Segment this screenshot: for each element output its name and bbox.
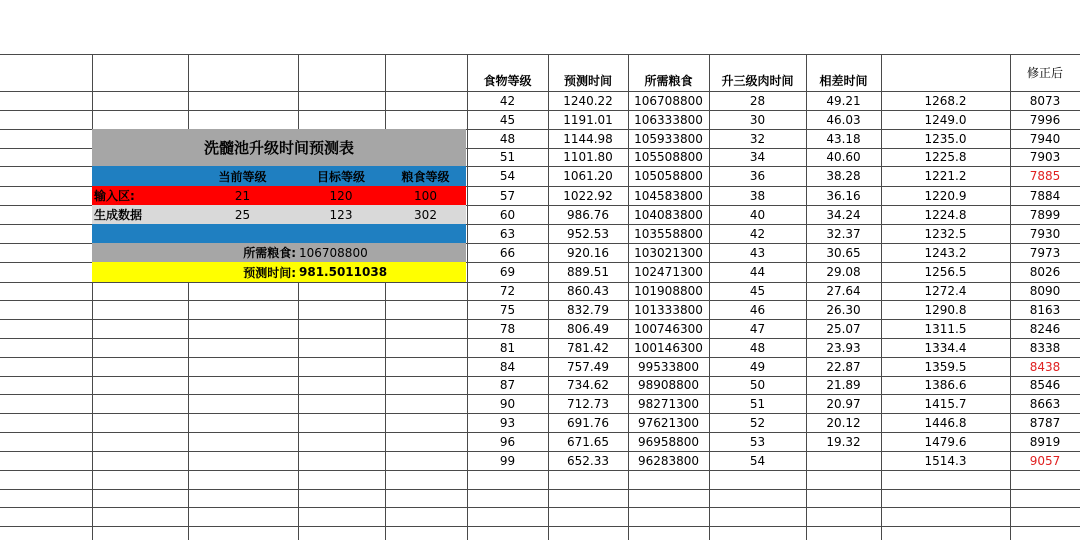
predicted-time-cell: 1144.98	[563, 131, 613, 146]
adjusted-time-cell: 1359.5	[924, 359, 967, 374]
food-required-cell: 105508800	[634, 150, 703, 164]
food-level-header: 粮食等级	[401, 169, 450, 184]
meat-upgrade-time-cell: 54	[749, 453, 766, 468]
adjusted-time-cell: 1268.2	[924, 93, 967, 108]
food-required-cell: 96958800	[637, 434, 700, 449]
food-required-cell: 100746300	[634, 321, 703, 336]
grid-line-h	[0, 526, 1080, 527]
adjusted-time-cell: 1446.8	[924, 415, 967, 430]
predicted-time-cell: 671.65	[567, 434, 609, 449]
meat-upgrade-time-cell: 48	[749, 340, 766, 355]
corrected-value-cell: 8246	[1029, 321, 1061, 336]
corrected-value-cell: 9057	[1029, 453, 1061, 468]
food-required-col-header: 所需粮食	[644, 73, 693, 88]
time-diff-cell: 34.24	[826, 207, 861, 222]
current-level-input[interactable]: 21	[234, 188, 251, 203]
corrected-col-header: 修正后	[1026, 65, 1063, 80]
predicted-time-cell: 1101.80	[563, 150, 613, 164]
predicted-time-cell: 889.51	[567, 265, 609, 279]
corrected-value-cell: 7903	[1029, 150, 1061, 164]
time-diff-cell: 30.65	[826, 245, 861, 260]
grid-line-h	[0, 489, 1080, 490]
corrected-value-cell: 8073	[1029, 93, 1061, 108]
meat-upgrade-time-cell: 50	[749, 378, 766, 392]
adjusted-time-cell: 1220.9	[924, 188, 967, 203]
meat-upgrade-time-cell: 53	[749, 434, 766, 449]
meat-upgrade-time-cell: 47	[749, 321, 766, 336]
food-required-label: 所需粮食:	[243, 246, 296, 260]
grid-line-v	[385, 54, 386, 540]
predicted-time-cell: 712.73	[567, 396, 609, 411]
time-diff-cell: 20.12	[826, 415, 861, 430]
corrected-value-cell: 7996	[1029, 112, 1061, 127]
predicted-time-value: 981.5011038	[299, 265, 388, 279]
adjusted-time-cell: 1243.2	[924, 245, 967, 260]
meat-upgrade-time-cell: 43	[749, 245, 766, 260]
food-required-cell: 105933800	[634, 131, 703, 146]
meat-upgrade-time-cell: 38	[749, 188, 766, 203]
generated-current-level: 25	[234, 207, 251, 222]
time-diff-cell: 38.28	[826, 169, 861, 183]
food-required-cell: 100146300	[634, 340, 703, 355]
meat-upgrade-time-cell: 32	[749, 131, 766, 146]
food-required-value: 106708800	[299, 245, 368, 260]
adjusted-time-cell: 1221.2	[924, 169, 967, 183]
food-required-cell: 98908800	[637, 378, 700, 392]
grid-line-v	[92, 54, 93, 540]
predicted-time-cell: 691.76	[567, 415, 609, 430]
time-diff-cell: 43.18	[826, 131, 861, 146]
time-diff-cell: 49.21	[826, 93, 861, 108]
corrected-value-cell: 8438	[1029, 359, 1061, 374]
food-level-cell: 48	[499, 131, 516, 146]
corrected-value-cell: 8026	[1029, 265, 1061, 279]
adjusted-time-cell: 1224.8	[924, 207, 967, 222]
meat-upgrade-time-cell: 30	[749, 112, 766, 127]
time-diff-col-header: 相差时间	[819, 73, 868, 88]
food-required-cell: 104583800	[634, 188, 703, 203]
corrected-value-cell: 8663	[1029, 396, 1061, 411]
predicted-time-cell: 757.49	[567, 359, 609, 374]
meat-upgrade-time-cell: 51	[749, 396, 766, 411]
adjusted-time-cell: 1235.0	[924, 131, 967, 146]
adjusted-time-cell: 1514.3	[924, 453, 967, 468]
time-diff-cell: 36.16	[826, 188, 861, 203]
adjusted-time-cell: 1232.5	[924, 226, 967, 241]
corrected-value-cell: 8919	[1029, 434, 1061, 449]
food-required-cell: 96283800	[637, 453, 700, 468]
predicted-time-cell: 832.79	[567, 302, 609, 317]
time-diff-cell	[806, 451, 881, 470]
grid-line-h	[0, 507, 1080, 508]
corrected-value-cell: 8163	[1029, 302, 1061, 317]
food-level-cell: 93	[499, 415, 516, 430]
food-level-cell: 63	[499, 226, 516, 241]
corrected-value-cell: 7930	[1029, 226, 1061, 241]
food-level-cell: 99	[499, 453, 516, 468]
predicted-time-cell: 806.49	[567, 321, 609, 336]
meat-upgrade-time-cell: 52	[749, 415, 766, 430]
corrected-value-cell: 7885	[1029, 169, 1061, 183]
food-level-cell: 84	[499, 359, 516, 374]
corrected-value-cell: 8546	[1029, 378, 1061, 392]
food-level-cell: 45	[499, 112, 516, 127]
food-level-cell: 42	[499, 93, 516, 108]
corrected-value-cell: 7884	[1029, 188, 1061, 203]
corrected-value-cell: 7973	[1029, 245, 1061, 260]
food-level-cell: 69	[499, 265, 516, 279]
time-diff-cell: 20.97	[826, 396, 861, 411]
adjusted-time-cell: 1311.5	[924, 321, 967, 336]
blank-col-header	[881, 70, 1010, 90]
corrected-value-cell: 8338	[1029, 340, 1061, 355]
time-diff-cell: 21.89	[826, 378, 861, 392]
generated-target-level: 123	[329, 207, 353, 222]
meat-upgrade-time-cell: 44	[749, 265, 766, 279]
meat-upgrade-time-cell: 49	[749, 359, 766, 374]
adjusted-time-cell: 1479.6	[924, 434, 967, 449]
food-level-cell: 57	[499, 188, 516, 203]
grid-line-h	[0, 54, 1080, 55]
time-diff-cell: 25.07	[826, 321, 861, 336]
meat-upgrade-time-cell: 45	[749, 284, 766, 298]
predicted-time-cell: 781.42	[567, 340, 609, 355]
food-required-cell: 104083800	[634, 207, 703, 222]
predicted-time-cell: 1022.92	[563, 188, 613, 203]
corrected-value-cell: 8090	[1029, 284, 1061, 298]
time-diff-cell: 46.03	[826, 112, 861, 127]
food-required-cell: 103021300	[634, 245, 703, 260]
spacer-row-block	[92, 224, 466, 243]
adjusted-time-cell: 1272.4	[924, 284, 967, 298]
meat-upgrade-time-cell: 36	[749, 169, 766, 183]
time-diff-cell: 32.37	[826, 226, 861, 241]
food-required-cell: 101908800	[634, 284, 703, 298]
food-level-cell: 72	[499, 284, 516, 298]
time-diff-cell: 29.08	[826, 265, 861, 279]
food-level-cell: 81	[499, 340, 516, 355]
target-level-header: 目标等级	[316, 169, 365, 184]
target-level-input[interactable]: 120	[329, 188, 353, 203]
corrected-value-cell: 7899	[1029, 207, 1061, 222]
adjusted-time-cell: 1334.4	[924, 340, 967, 355]
predicted-time-cell: 734.62	[567, 378, 609, 392]
food-level-input[interactable]: 100	[414, 188, 437, 203]
food-level-cell: 51	[499, 150, 516, 164]
food-level-cell: 75	[499, 302, 516, 317]
predicted-time-col-header: 预测时间	[563, 73, 612, 88]
predicted-time-cell: 920.16	[567, 245, 609, 260]
meat-upgrade-time-cell: 34	[749, 150, 766, 164]
predicted-time-label: 预测时间:	[243, 265, 296, 280]
food-required-cell: 106333800	[634, 112, 703, 127]
time-diff-cell: 19.32	[826, 434, 861, 449]
food-level-cell: 60	[499, 207, 516, 222]
food-level-cell: 90	[499, 396, 516, 411]
predicted-time-cell: 652.33	[567, 453, 609, 468]
meat-upgrade-time-cell: 46	[749, 302, 766, 317]
food-level-col-header: 食物等级	[483, 73, 532, 88]
adjusted-time-cell: 1290.8	[924, 302, 967, 317]
corrected-value-cell: 8787	[1029, 415, 1061, 430]
generated-food-level: 302	[414, 207, 437, 222]
adjusted-time-cell: 1225.8	[924, 150, 967, 164]
time-diff-cell: 27.64	[826, 284, 861, 298]
current-level-header: 当前等级	[218, 169, 267, 184]
food-required-cell: 101333800	[634, 302, 703, 317]
food-level-cell: 66	[499, 245, 516, 260]
food-required-cell: 102471300	[634, 265, 703, 279]
meat-upgrade-time-cell: 40	[749, 207, 766, 222]
meat-upgrade-time-cell: 28	[749, 93, 766, 108]
food-required-cell: 98271300	[637, 396, 700, 411]
predicted-time-cell: 986.76	[567, 207, 609, 222]
meat-upgrade-time-cell: 42	[749, 226, 766, 241]
meat-upgrade-time-col-header: 升三级肉时间	[721, 73, 794, 88]
panel-title: 洗髓池升级时间预测表	[203, 139, 354, 157]
food-required-cell: 99533800	[637, 359, 700, 374]
grid-line-h	[0, 470, 1080, 471]
food-level-cell: 87	[499, 378, 516, 392]
adjusted-time-cell: 1415.7	[924, 396, 967, 411]
time-diff-cell: 40.60	[826, 150, 861, 164]
grid-line-v	[188, 54, 189, 540]
predicted-time-cell: 1061.20	[563, 169, 613, 183]
food-level-cell: 96	[499, 434, 516, 449]
food-required-cell: 106708800	[634, 93, 703, 108]
predicted-time-cell: 952.53	[567, 226, 609, 241]
predicted-time-cell: 1191.01	[563, 112, 613, 127]
time-diff-cell: 23.93	[826, 340, 861, 355]
adjusted-time-cell: 1256.5	[924, 265, 967, 279]
adjusted-time-cell: 1386.6	[924, 378, 967, 392]
predicted-time-cell: 1240.22	[563, 93, 613, 108]
food-required-cell: 105058800	[634, 169, 703, 183]
time-diff-cell: 26.30	[826, 302, 861, 317]
food-required-cell: 97621300	[637, 415, 700, 430]
input-area-label: 输入区:	[94, 189, 135, 203]
time-diff-cell: 22.87	[826, 359, 861, 374]
food-required-cell: 103558800	[634, 226, 703, 241]
predicted-time-cell: 860.43	[567, 284, 609, 298]
adjusted-time-cell: 1249.0	[924, 112, 967, 127]
food-level-cell: 78	[499, 321, 516, 336]
corrected-value-cell: 7940	[1029, 131, 1061, 146]
grid-line-v	[298, 54, 299, 540]
food-level-cell: 54	[499, 169, 516, 183]
generated-data-label: 生成数据	[94, 208, 143, 222]
